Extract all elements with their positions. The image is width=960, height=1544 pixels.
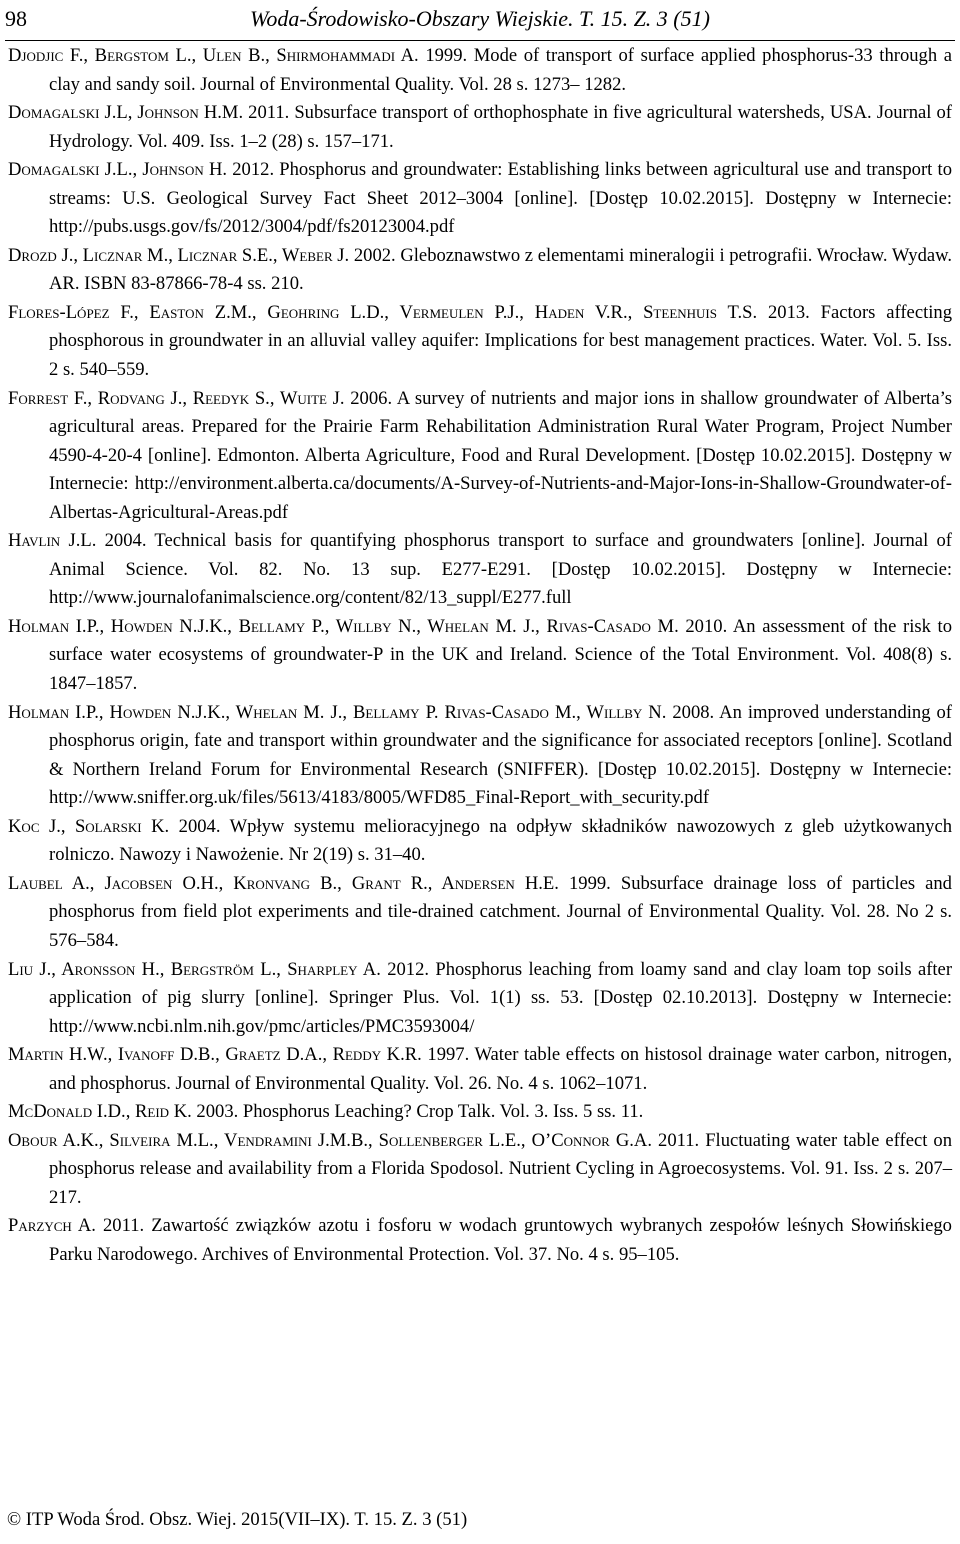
- reference-text: 2013. Factors affecting phosphorous in groundwater in an alluvial valley aquifer: Implications for best management practices. Water. Vol. 5. Iss. 2 s. 540–559.: [49, 301, 952, 381]
- reference-authors: Obour A.K., Silveira M.L., Vendramini J.M.B., Sollenberger L.E., O’Connor G.A.: [8, 1129, 653, 1151]
- reference-item: [8, 385, 952, 528]
- reference-text: 2011. Subsurface transport of orthophosphate in five agricultural watersheds, USA. Journal of Hydrology. Vol. 409. Iss. 1–2 (28) s. 157–171.: [49, 102, 952, 152]
- reference-authors: Djodjic F., Bergstom L., Ulen B., Shirmohammadi A.: [8, 45, 419, 66]
- reference-text: 2008. An improved understanding of phosphorus origin, fate and transport within groundwater and the significance for associated receptors [online]. Scotland & Northern Ireland Forum for Environmental Research (SNIFFER). [Dostęp 10.02.2015]. Dostępny w Internecie: http://www.sniffer.org.uk/files/5613/4183/8005/WFD85_Final-Report_with_security.pdf: [49, 701, 952, 809]
- reference-item: [8, 870, 952, 956]
- reference-item: [8, 813, 952, 870]
- reference-authors: Domagalski J.L., Johnson H.: [8, 159, 228, 181]
- reference-text: 2011. Zawartość związków azotu i fosforu w wodach gruntowych wybranych zespołów leśnych Słowińskiego Parku Narodowego. Archives of Environmental Protection. Vol. 37. No. 4 s. 95–105.: [49, 1215, 952, 1265]
- reference-authors: Parzych A.: [8, 1215, 96, 1237]
- reference-item: [8, 242, 952, 299]
- reference-text: 2004. Wpływ systemu melioracyjnego na odpływ składników nawozowych z gleb użytkowanych rolniczo. Nawozy i Nawożenie. Nr 2(19) s. 31–40.: [49, 815, 953, 866]
- reference-authors: Koc J., Solarski K.: [8, 815, 170, 837]
- reference-text: 2012. Phosphorus leaching from loamy sand and clay loam top soils after application of pig slurry [online]. Springer Plus. Vol. 1(1) ss. 53. [Dostęp 02.10.2013]. Dostępny w Internecie: http://www.ncbi.nlm.nih.gov/pmc/articles/PMC3593004/: [49, 958, 953, 1037]
- reference-text: 2011. Fluctuating water table effect on phosphorus release and availability from a Florida Spodosol. Nutrient Cycling in Agroecosystems. Vol. 91. Iss. 2 s. 207–217.: [49, 1129, 952, 1208]
- reference-item: [8, 156, 952, 242]
- reference-authors: Laubel A., Jacobsen O.H., Kronvang B., Grant R., Andersen H.E.: [8, 872, 559, 894]
- reference-text: 1999. Mode of transport of surface applied phosphorus-33 through a clay and sandy soil. Journal of Environmental Quality. Vol. 28 s. 1273– 1282.: [49, 45, 952, 95]
- page-header: [5, 4, 955, 34]
- reference-authors: Drozd J., Licznar M., Licznar S.E., Weber J.: [8, 244, 350, 266]
- reference-text: 2002. Gleboznawstwo z elementami mineralogii i petrografii. Wrocław. Wydaw. AR. ISBN 83-87866-78-4 ss. 210.: [49, 244, 952, 295]
- page-footer: [7, 1506, 467, 1536]
- header-rule: [5, 40, 955, 41]
- running-title: Woda-Środowisko-Obszary Wiejskie. T. 15. Z. 3 (51): [250, 6, 710, 31]
- reference-authors: Martin H.W., Ivanoff D.B., Graetz D.A., Reddy K.R.: [8, 1044, 422, 1066]
- reference-item: [8, 956, 952, 1042]
- reference-text: 2003. Phosphorus Leaching? Crop Talk. Vol. 3. Iss. 5 ss. 11.: [191, 1101, 644, 1123]
- reference-authors: Forrest F., Rodvang J., Reedyk S., Wuite J.: [8, 387, 345, 409]
- reference-text: 2004. Technical basis for quantifying phosphorus transport to surface and groundwaters [online]. Journal of Animal Science. Vol. 82. No. 13 sup. E277-E291. [Dostęp 10.02.2015]. Dostępny w Internecie: http://www.journalofanimalscience.org/content/82/13_suppl/E277.full: [49, 530, 952, 609]
- reference-text: 2012. Phosphorus and groundwater: Establishing links between agricultural use and transport to streams: U.S. Geological Survey Fact Sheet 2012–3004 [online]. [Dostęp 10.02.2015]. Dostępny w Internecie: http://pubs.usgs.gov/fs/2012/3004/pdf/fs20123004.pdf: [49, 159, 952, 238]
- reference-item: [8, 1098, 952, 1127]
- reference-text: 1999. Subsurface drainage loss of particles and phosphorus from field plot experiments and tile-drained catchment. Journal of Environmental Quality. Vol. 28. No 2 s. 576–584.: [49, 872, 952, 951]
- reference-item: [8, 699, 952, 813]
- reference-item: [8, 1041, 952, 1098]
- reference-item: [8, 1212, 952, 1269]
- reference-item: [8, 527, 952, 613]
- reference-text: 1997. Water table effects on histosol drainage water carbon, nitrogen, and phosphorus. Journal of Environmental Quality. Vol. 26. No. 4 s. 1062–1071.: [49, 1044, 952, 1094]
- reference-item: [8, 99, 952, 156]
- page-number: 98: [5, 6, 27, 31]
- footer-copyright: © ITP Woda Środ. Obsz. Wiej. 2015(VII–IX). T. 15. Z. 3 (51): [7, 1509, 468, 1530]
- reference-item: [8, 1127, 952, 1213]
- reference-authors: Holman I.P., Howden N.J.K., Whelan M. J., Bellamy P. Rivas-Casado M., Willby N.: [8, 701, 667, 723]
- reference-text: 2006. A survey of nutrients and major ions in shallow groundwater of Alberta’s agricultural areas. Prepared for the Prairie Farm Rehabilitation Administration Rural Water Program, Project Number 4590-4-20-4 [online]. Edmonton. Alberta Agriculture, Food and Rural Development. [Dostęp 10.02.2015]. Dostępny w Internecie: http://environment.alberta.ca/documents/A-Survey-of-Nutrients-and-Major-Ions-in-Shallow-Groundwater-of-Albertas-Agricultural-Areas.pdf: [49, 387, 953, 523]
- reference-authors: McDonald I.D., Reid K.: [8, 1101, 192, 1123]
- reference-authors: Havlin J.L.: [8, 530, 97, 552]
- reference-item: [8, 299, 952, 385]
- reference-item: [8, 613, 952, 699]
- reference-text: 2010. An assessment of the risk to surface water ecosystems of groundwater-P in the UK and Ireland. Science of the Total Environment. Vol. 408(8) s. 1847–1857.: [49, 615, 952, 695]
- reference-authors: Liu J., Aronsson H., Bergström L., Sharpley A.: [8, 958, 381, 980]
- reference-authors: Holman I.P., Howden N.J.K., Bellamy P., Willby N., Whelan M. J., Rivas-Casado M.: [8, 615, 679, 637]
- reference-item: [8, 42, 952, 99]
- reference-authors: Domagalski J.L, Johnson H.M.: [8, 102, 244, 124]
- reference-list: [8, 42, 952, 1270]
- reference-authors: Flores-López F., Easton Z.M., Geohring L.D., Vermeulen P.J., Haden V.R., Steenhuis T.S.: [8, 301, 758, 323]
